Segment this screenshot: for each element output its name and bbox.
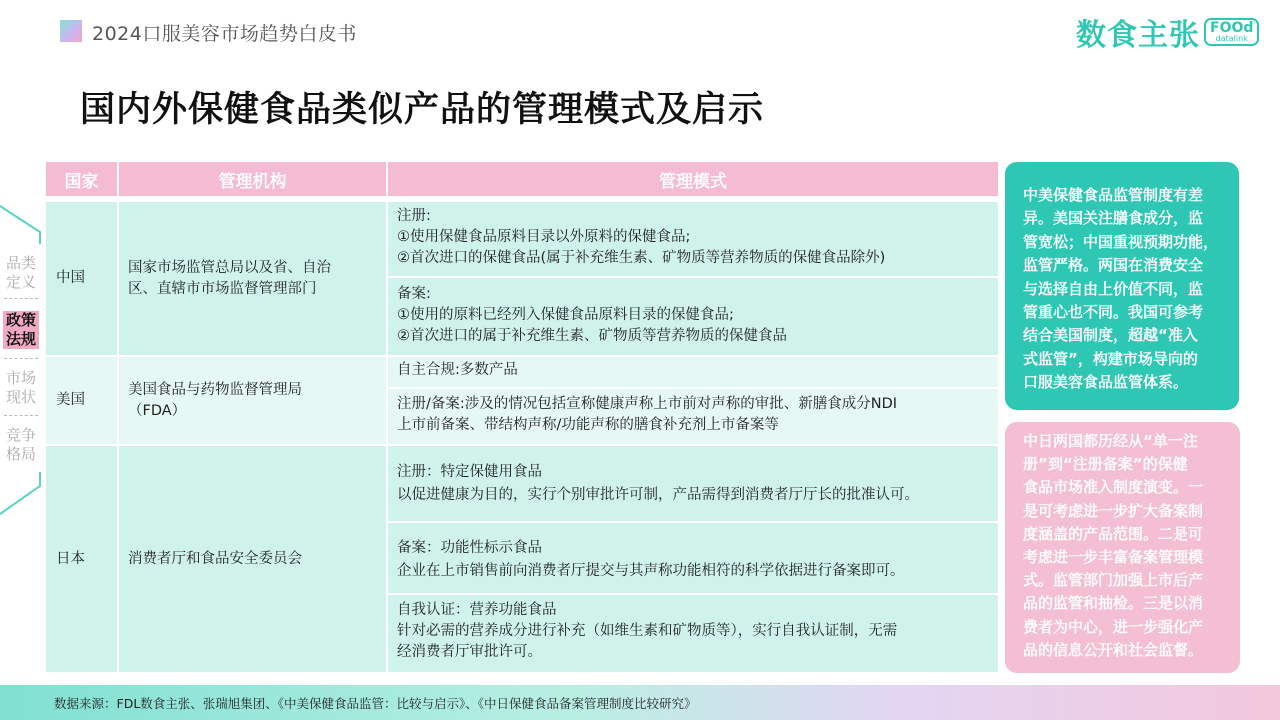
nav-label-line: 竞争 xyxy=(5,426,36,444)
panel-line: 口服美容食品监管体系。 xyxy=(1023,373,1189,392)
nav-label-line: 法规 xyxy=(5,330,36,348)
cell-line: 上市前备案、带结构声称/功能声称的膳食补充剂上市备案等 xyxy=(397,417,779,433)
table-row-china-agency xyxy=(119,202,386,355)
cell-line: 备案: xyxy=(397,286,431,302)
panel-line: 中日两国都历经从“单一注 xyxy=(1023,432,1198,450)
header-agency: 管理机构 xyxy=(119,162,386,196)
cell-line: 自我认证：营养功能食品 xyxy=(397,602,557,618)
panel-line: 食品市场准入制度演变。一 xyxy=(1023,478,1204,497)
insight-panel-china-japan xyxy=(1005,422,1240,673)
nav-item-competition[interactable] xyxy=(3,426,39,464)
cell-line: 针对必需的营养成分进行补充（如维生素和矿物质等），实行自我认证制，无需 xyxy=(397,623,898,639)
table-row-japan-mode-self-cert xyxy=(388,595,998,672)
side-nav-top-arrow-icon xyxy=(0,204,44,244)
panel-line: 是可考虑进一步扩大备案制 xyxy=(1023,501,1204,520)
cell-line: ②首次进口的保健食品(属于补充维生素、矿物质等营养物质的保健食品除外) xyxy=(397,250,886,266)
panel-line: 册”到“注册备案”的保健 xyxy=(1023,455,1188,474)
cell-line: 区、直辖市市场监督管理部门 xyxy=(128,280,317,297)
table-row-china-country: 中国 xyxy=(46,202,117,355)
table-row-usa-country: 美国 xyxy=(46,357,117,444)
panel-line: 管宽松；中国重视预期功能， xyxy=(1023,232,1219,251)
cell-line: 经消费者厅审批许可。 xyxy=(397,644,542,660)
cell-line: ①使用保健食品原料目录以外原料的保健食品; xyxy=(397,229,691,245)
table-row-japan-mode-filing xyxy=(388,523,998,593)
data-source: 数据来源：FDL数食主张、张瑞旭集团、《中美保健食品监管：比较与启示》、《中日保健食品备案管理制度比较研究》 xyxy=(54,696,697,711)
nav-item-category-definition[interactable] xyxy=(3,254,39,292)
cell-line: ②首次进口的属于补充维生素、矿物质等营养物质的保健食品 xyxy=(397,328,787,344)
panel-line: 中美保健食品监管制度有差 xyxy=(1023,186,1204,204)
nav-item-policy-regulation[interactable] xyxy=(3,311,39,349)
table-row-japan-agency xyxy=(119,446,386,672)
table-row-japan-country: 日本 xyxy=(46,446,117,672)
insight-panel-china-usa xyxy=(1005,162,1239,410)
panel-line: 费者为中心，进一步强化产 xyxy=(1023,617,1204,636)
cell-line: 国家市场监管总局以及省、自治 xyxy=(128,259,331,276)
cell-line: 美国食品与药物监督管理局 xyxy=(128,381,302,398)
table-row-usa-agency xyxy=(119,357,386,444)
nav-label-line: 品类 xyxy=(5,254,36,272)
nav-divider xyxy=(4,358,38,359)
panel-line: 品的信息公开和社会监督。 xyxy=(1023,640,1204,659)
panel-line: 管重心也不同。我国可参考 xyxy=(1023,303,1204,322)
table-row-usa-mode-register xyxy=(388,389,998,444)
panel-line: 式。监管部门加强上市后产 xyxy=(1023,571,1204,590)
table-row-japan-mode-register xyxy=(388,446,998,521)
cell-line: 注册：特定保健用食品 xyxy=(397,464,542,480)
nav-label-line: 市场 xyxy=(5,369,36,387)
nav-divider xyxy=(4,415,38,416)
regulation-table xyxy=(46,162,998,672)
cell-line: ①使用的原料已经列入保健食品原料目录的保健食品; xyxy=(397,307,734,323)
header-country: 国家 xyxy=(46,162,117,196)
brand-logo xyxy=(1076,12,1259,52)
page-title: 国内外保健食品类似产品的管理模式及启示 xyxy=(80,90,765,130)
cell-line: 消费者厅和食品安全委员会 xyxy=(128,550,302,567)
footer-bar xyxy=(0,685,1280,720)
panel-line: 异。美国关注膳食成分，监 xyxy=(1023,209,1204,228)
report-title: 2024口服美容市场趋势白皮书 xyxy=(92,23,357,45)
panel-line: 度涵盖的产品范围。二是可 xyxy=(1023,524,1204,543)
panel-line: 品的监管和抽检。三是以消 xyxy=(1023,594,1204,613)
panel-line: 监管严格。两国在消费安全 xyxy=(1023,256,1204,275)
brand-en-bottom: datalink xyxy=(1215,34,1248,43)
panel-line: 式监管”，构建市场导向的 xyxy=(1023,349,1198,368)
cell-line: 备案：功能性标示食品 xyxy=(397,540,542,556)
table-row-china-mode-register xyxy=(388,202,998,276)
cell-line: 以促进健康为目的，实行个别审批许可制，产品需得到消费者厅厅长的批准认可。 xyxy=(397,487,919,503)
table-row-china-mode-filing xyxy=(388,278,998,355)
brand-name: 数食主张 xyxy=(1076,18,1200,53)
side-nav-bottom-arrow-icon xyxy=(0,472,44,516)
cell-line: 自主合规:多数产品 xyxy=(397,362,518,378)
header-mode: 管理模式 xyxy=(388,162,998,196)
cell-line: 注册: xyxy=(397,208,431,224)
cell-line: 注册/备案:涉及的情况包括宣称健康声称上市前对声称的审批、新膳食成分NDI xyxy=(397,396,898,412)
header-logo-square xyxy=(60,20,82,42)
table-row-usa-mode-self xyxy=(388,357,998,387)
panel-line: 考虑进一步丰富备案管理模 xyxy=(1023,548,1204,567)
brand-en-top: FOOd xyxy=(1210,20,1254,36)
nav-label-line: 格局 xyxy=(5,445,36,463)
nav-label-line: 政策 xyxy=(5,311,36,329)
nav-label-line: 定义 xyxy=(5,273,36,291)
cell-line: （FDA） xyxy=(128,402,187,419)
brand-badge xyxy=(1204,18,1259,46)
nav-label-line: 现状 xyxy=(5,388,36,406)
cell-line: 企业在上市销售前向消费者厅提交与其声称功能相符的科学依据进行备案即可。 xyxy=(397,563,905,579)
panel-line: 结合美国制度，超越“准入 xyxy=(1023,326,1198,345)
panel-line: 与选择自由上价值不同，监 xyxy=(1023,279,1204,298)
nav-item-market-status[interactable] xyxy=(3,369,39,407)
nav-divider xyxy=(4,298,38,299)
